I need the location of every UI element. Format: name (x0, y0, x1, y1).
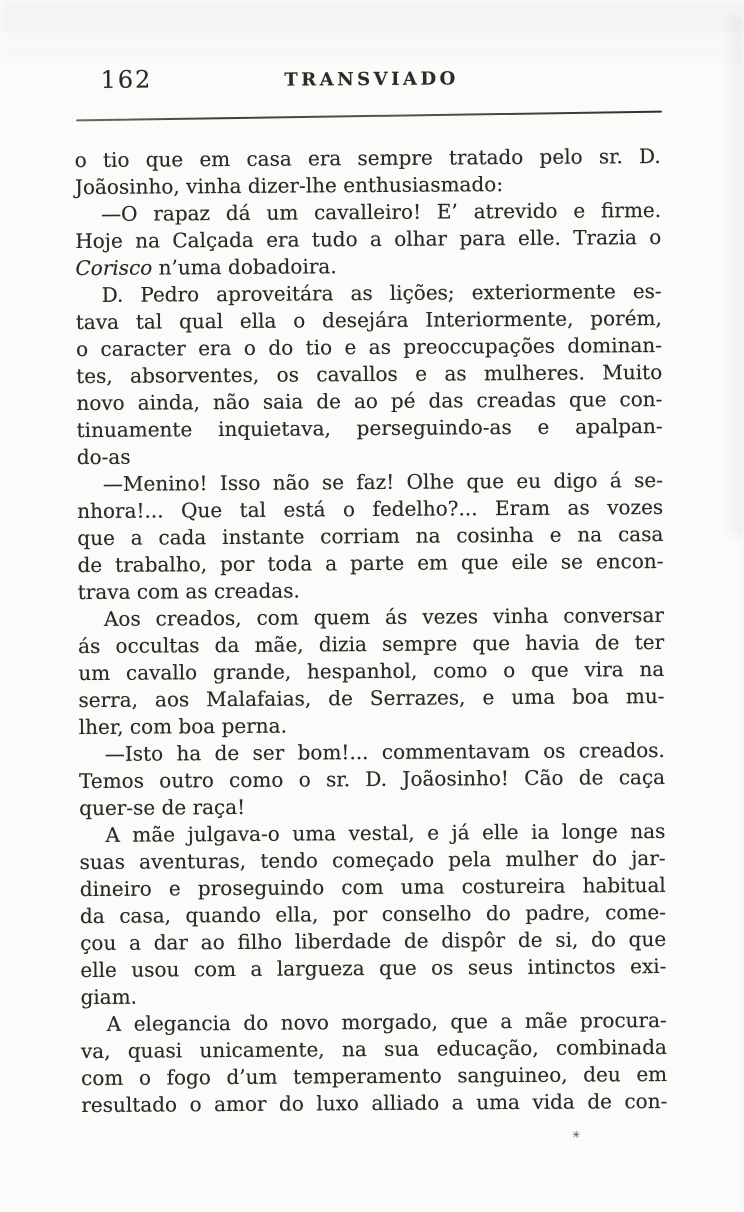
text-line: elle usou com a largueza que os seus intinctos exi- (80, 953, 667, 983)
text-line: Hoje na Calçada era tudo a olhar para elle. Trazia o (75, 224, 662, 254)
text-line: nhora!... Que tal está o fedelho?... Eram as vozes (77, 494, 664, 524)
text-line: Temos outro como o sr. D. Joãosinho! Cão de caça (78, 764, 666, 794)
text-line: com o fogo d’um temperamento sanguineo, deu em (81, 1061, 668, 1091)
text-line: lher, com boa perna. (78, 713, 287, 740)
text-line: tes, absorventes, os cavallos e as mulheres. Muito (76, 359, 663, 389)
scan-artifact-right-edge-thin (739, 0, 744, 1212)
text-line: tava tal qual ella o desejára Interiormente, porém, (75, 305, 662, 335)
text-line: o caracter era o do tio e as preoccupações dominan- (75, 332, 663, 362)
text-line: —Menino! Isso não se faz! Olhe que eu digo á se- (102, 467, 664, 496)
printers-mark: ✳ (572, 1130, 581, 1141)
text-line: Aos creados, com quem ás vezes vinha conversar (103, 602, 664, 631)
text-line: de trabalho, por toda a parte em que eile se encon- (77, 548, 664, 578)
text-line: va, quasi unicamente, na sua educação, combinada (80, 1034, 667, 1064)
page-number: 162 (100, 65, 153, 94)
text-line: quer-se de raça! (79, 794, 246, 821)
text-line: serra, aos Malafaias, de Serrazes, e uma boa mu- (78, 683, 665, 713)
scan-artifact-top-band (0, 0, 744, 34)
text-line: novo ainda, não saia de ao pé das creadas que con- (76, 386, 663, 416)
text-line: tinuamente inquietava, perseguindo-as e apalpan- (76, 413, 663, 443)
scan-artifact-band (0, 42, 744, 58)
text-line: —Isto ha de ser bom!... commentavam os creados. (104, 737, 665, 766)
text-line: A mãe julgava-o uma vestal, e já elle ia longe nas (105, 818, 666, 847)
text-line: dineiro e proseguindo com uma costureira habitual (79, 872, 666, 902)
text-block (75, 143, 668, 1119)
text-line: que a cada instante corriam na cosinha e na casa (77, 521, 664, 551)
text-line: ás occultas da mãe, dizia sempre que havia de ter (78, 629, 665, 659)
text-line: um cavallo grande, hespanhol, como o que vira na (78, 656, 665, 686)
text-line: Joãosinho, vinha dizer-lhe enthusiasmado: (74, 172, 504, 200)
text-line: Corisco n’uma dobadoira. (75, 254, 337, 281)
text-line: suas aventuras, tendo começado pela mulher do jar- (79, 845, 666, 875)
text-line: —O rapaz dá um cavalleiro! E’ atrevido e firme. (100, 197, 662, 226)
text-line: giam. (80, 984, 138, 1010)
running-title: TRANSVIADO (284, 68, 459, 91)
text-line: D. Pedro aproveitára as lições; exteriormente es- (101, 278, 662, 307)
text-line: do-as (76, 444, 131, 470)
text-line: A elegancia do novo morgado, que a mãe procura- (106, 1007, 667, 1036)
header-rule (76, 111, 662, 121)
text-line: çou a dar ao filho liberdade de dispôr de si, do que (80, 926, 667, 956)
text-line: resultado o amor do luxo alliado a uma vida de con- (81, 1088, 668, 1118)
text-line: o tio que em casa era sempre tratado pelo sr. D. (74, 143, 661, 173)
text-line: trava com as creadas. (77, 578, 300, 605)
text-line: da casa, quando ella, por conselho do padre, come- (79, 899, 667, 929)
